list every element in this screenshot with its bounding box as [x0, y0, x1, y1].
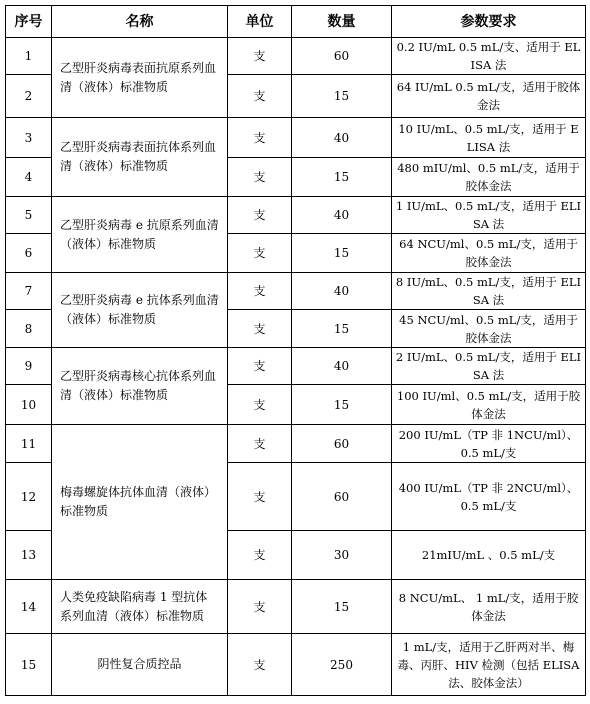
table-row: [6, 197, 586, 234]
header-row: [6, 6, 586, 38]
row-qty: 60: [292, 38, 392, 75]
row-param: 2 IU/mL、0.5 mL/支，适用于 ELISA 法: [392, 348, 586, 385]
table-row: [6, 273, 586, 310]
row-unit: 支: [228, 425, 292, 463]
row-index: 1: [6, 38, 52, 75]
row-unit: 支: [228, 580, 292, 634]
row-name: 乙型肝炎病毒 e 抗体系列血清（液体）标准物质: [52, 273, 228, 348]
row-name: 阴性复合质控品: [52, 634, 228, 696]
row-index: 14: [6, 580, 52, 634]
row-param: 64 NCU/ml、0.5 mL/支，适用于胶体金法: [392, 234, 586, 273]
header-qty: 数量: [292, 6, 392, 38]
row-unit: 支: [228, 385, 292, 425]
row-unit: 支: [228, 197, 292, 234]
table-row: [6, 38, 586, 75]
row-name: 人类免疫缺陷病毒 1 型抗体系列血清（液体）标准物质: [52, 580, 228, 634]
row-qty: 15: [292, 310, 392, 348]
row-param: 480 mIU/ml、0.5 mL/支，适用于胶体金法: [392, 158, 586, 197]
header-name: 名称: [52, 6, 228, 38]
row-qty: 30: [292, 531, 392, 580]
row-param: 8 IU/mL、0.5 mL/支，适用于 ELISA 法: [392, 273, 586, 310]
table-row: [6, 634, 586, 696]
row-qty: 40: [292, 197, 392, 234]
row-qty: 60: [292, 425, 392, 463]
row-name: 乙型肝炎病毒核心抗体系列血清（液体）标准物质: [52, 348, 228, 425]
row-index: 9: [6, 348, 52, 385]
row-name: 乙型肝炎病毒 e 抗原系列血清（液体）标准物质: [52, 197, 228, 273]
row-param: 8 NCU/mL、 1 mL/支，适用于胶体金法: [392, 580, 586, 634]
header-index: 序号: [6, 6, 52, 38]
table-row: [6, 118, 586, 158]
row-index: 3: [6, 118, 52, 158]
row-param: 0.2 IU/mL 0.5 mL/支、适用于 ELISA 法: [392, 38, 586, 75]
row-index: 7: [6, 273, 52, 310]
row-index: 6: [6, 234, 52, 273]
row-qty: 15: [292, 75, 392, 118]
row-param: 21mIU/mL 、0.5 mL/支: [392, 531, 586, 580]
row-unit: 支: [228, 463, 292, 531]
header-unit: 单位: [228, 6, 292, 38]
row-index: 12: [6, 463, 52, 531]
row-unit: 支: [228, 158, 292, 197]
table-row: [6, 348, 586, 385]
row-unit: 支: [228, 531, 292, 580]
row-qty: 15: [292, 385, 392, 425]
row-qty: 15: [292, 234, 392, 273]
row-unit: 支: [228, 348, 292, 385]
row-param: 10 IU/mL、0.5 mL/支，适用于 ELISA 法: [392, 118, 586, 158]
row-qty: 40: [292, 273, 392, 310]
row-param: 100 IU/ml、0.5 mL/支，适用于胶体金法: [392, 385, 586, 425]
row-unit: 支: [228, 38, 292, 75]
row-unit: 支: [228, 273, 292, 310]
row-unit: 支: [228, 310, 292, 348]
row-index: 15: [6, 634, 52, 696]
row-qty: 40: [292, 118, 392, 158]
row-qty: 40: [292, 348, 392, 385]
row-index: 13: [6, 531, 52, 580]
row-unit: 支: [228, 634, 292, 696]
table-row: [6, 580, 586, 634]
row-qty: 15: [292, 158, 392, 197]
row-param: 1 IU/mL、0.5 mL/支，适用于 ELISA 法: [392, 197, 586, 234]
row-param: 1 mL/支，适用于乙肝两对半、梅毒、丙肝、HIV 检测（包括 ELISA 法、胶体金法）: [392, 634, 586, 696]
row-param: 200 IU/mL（TP 非 1NCU/ml）、0.5 mL/支: [392, 425, 586, 463]
table-row: [6, 425, 586, 463]
row-index: 11: [6, 425, 52, 463]
row-name: 梅毒螺旋体抗体血清（液体）标准物质: [52, 425, 228, 580]
row-index: 8: [6, 310, 52, 348]
row-name: 乙型肝炎病毒表面抗原系列血清（液体）标准物质: [52, 38, 228, 118]
row-qty: 60: [292, 463, 392, 531]
row-index: 10: [6, 385, 52, 425]
spec-table: [5, 5, 586, 696]
row-param: 64 IU/mL 0.5 mL/支，适用于胶体金法: [392, 75, 586, 118]
row-qty: 250: [292, 634, 392, 696]
row-param: 400 IU/mL（TP 非 2NCU/ml）、 0.5 mL/支: [392, 463, 586, 531]
row-index: 4: [6, 158, 52, 197]
row-name: 乙型肝炎病毒表面抗体系列血清（液体）标准物质: [52, 118, 228, 197]
row-index: 2: [6, 75, 52, 118]
row-unit: 支: [228, 234, 292, 273]
row-index: 5: [6, 197, 52, 234]
row-unit: 支: [228, 118, 292, 158]
row-param: 45 NCU/ml、0.5 mL/支，适用于胶体金法: [392, 310, 586, 348]
row-qty: 15: [292, 580, 392, 634]
row-unit: 支: [228, 75, 292, 118]
header-param: 参数要求: [392, 6, 586, 38]
